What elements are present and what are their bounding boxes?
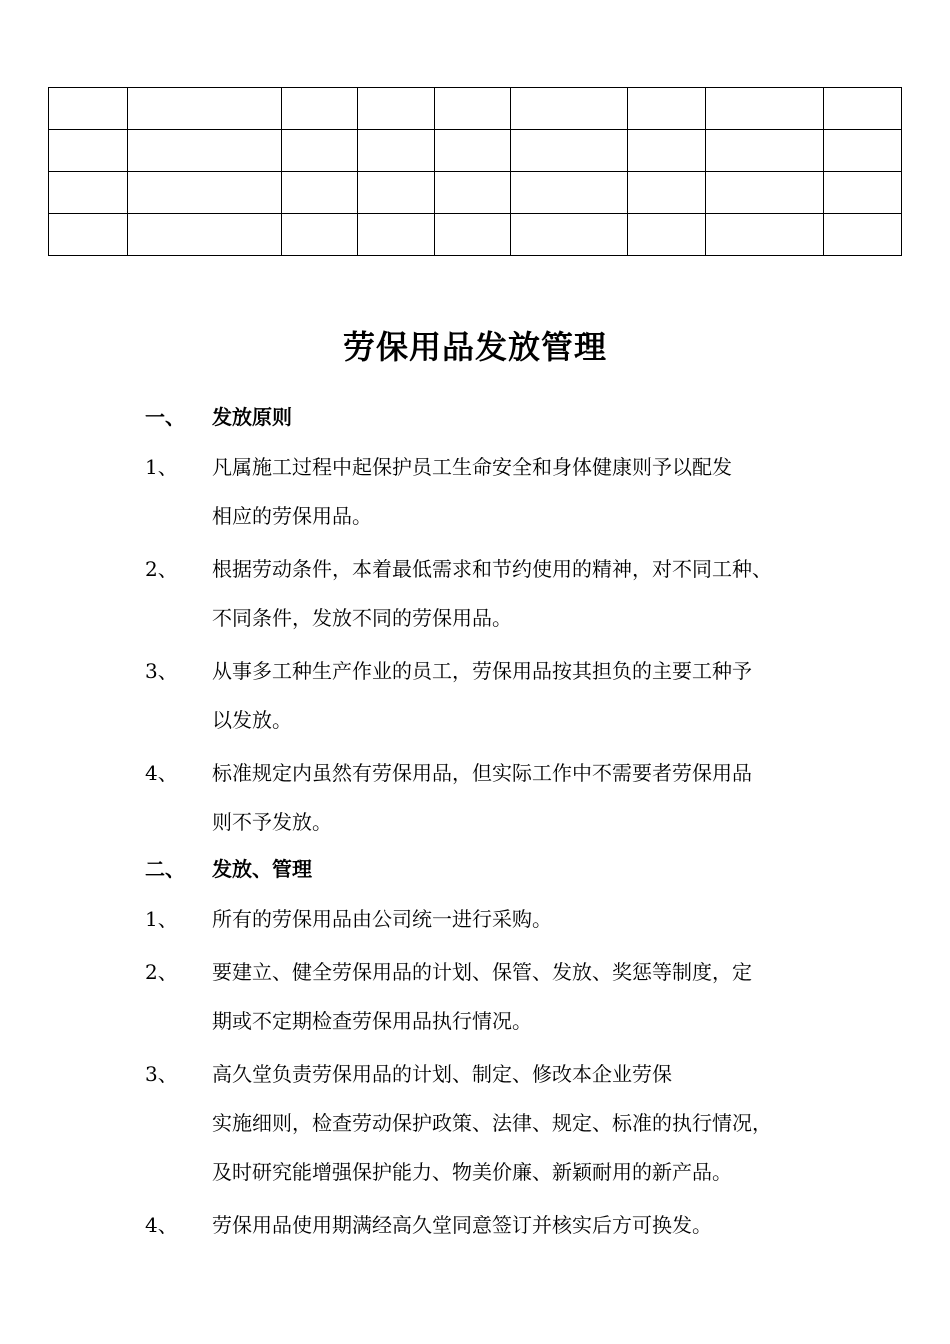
- list-item-continuation: [145, 798, 845, 847]
- table-cell: [706, 214, 824, 256]
- table-cell: [49, 214, 128, 256]
- table-cell: [128, 214, 282, 256]
- table-cell: [824, 172, 902, 214]
- table-cell: [435, 88, 511, 130]
- list-item-continuation: [145, 492, 845, 541]
- section-heading: [145, 395, 845, 439]
- item-number: 3、: [145, 659, 178, 683]
- list-item-continuation: [145, 696, 845, 745]
- table-cell: [358, 88, 435, 130]
- list-item: [145, 1050, 845, 1099]
- item-number: 4、: [145, 761, 178, 785]
- table-row: [49, 88, 902, 130]
- table-cell: [49, 130, 128, 172]
- table-cell: [128, 172, 282, 214]
- item-number: 1、: [145, 455, 178, 479]
- section-heading: [145, 847, 845, 891]
- section-title: 发放原则: [212, 405, 292, 429]
- item-number: 4、: [145, 1213, 178, 1237]
- table-cell: [358, 172, 435, 214]
- table-cell: [128, 88, 282, 130]
- item-text: 及时研究能增强保护能力、物美价廉、新颖耐用的新产品。: [212, 1160, 732, 1184]
- list-item: [145, 749, 845, 798]
- document-body: [145, 395, 845, 1250]
- item-text: 不同条件，发放不同的劳保用品。: [212, 606, 512, 630]
- table-cell: [628, 172, 706, 214]
- table-cell: [435, 130, 511, 172]
- list-item: [145, 647, 845, 696]
- item-number: 2、: [145, 960, 178, 984]
- item-text: 以发放。: [212, 708, 292, 732]
- item-number: 3、: [145, 1062, 178, 1086]
- list-item: [145, 443, 845, 492]
- item-number: 1、: [145, 907, 178, 931]
- list-item-continuation: [145, 1099, 845, 1148]
- table-cell: [511, 214, 628, 256]
- section-number: 一、: [145, 405, 185, 429]
- table-cell: [128, 130, 282, 172]
- item-text: 期或不定期检查劳保用品执行情况。: [212, 1009, 532, 1033]
- table-cell: [824, 214, 902, 256]
- table-cell: [49, 88, 128, 130]
- table-cell: [824, 88, 902, 130]
- item-text: 从事多工种生产作业的员工，劳保用品按其担负的主要工种予: [212, 659, 752, 683]
- table-cell: [511, 172, 628, 214]
- list-item: [145, 1201, 845, 1250]
- table-cell: [49, 172, 128, 214]
- item-text: 则不予发放。: [212, 810, 332, 834]
- document-title: 劳保用品发放管理: [342, 328, 607, 366]
- item-text: 相应的劳保用品。: [212, 504, 372, 528]
- section-number: 二、: [145, 857, 185, 881]
- table-cell: [282, 88, 358, 130]
- item-text: 标准规定内虽然有劳保用品，但实际工作中不需要者劳保用品: [212, 761, 752, 785]
- table-cell: [824, 130, 902, 172]
- item-text: 实施细则，检查劳动保护政策、法律、规定、标准的执行情况，: [212, 1111, 772, 1135]
- table-row: [49, 172, 902, 214]
- table-cell: [358, 214, 435, 256]
- table-cell: [435, 172, 511, 214]
- table-cell: [282, 172, 358, 214]
- table-row: [49, 130, 902, 172]
- table-cell: [628, 214, 706, 256]
- table-cell: [511, 130, 628, 172]
- table-cell: [628, 130, 706, 172]
- list-item: [145, 545, 845, 594]
- list-item-continuation: [145, 594, 845, 643]
- table-cell: [282, 214, 358, 256]
- table-cell: [282, 130, 358, 172]
- empty-table: [48, 87, 902, 256]
- table-cell: [358, 130, 435, 172]
- item-text: 高久堂负责劳保用品的计划、制定、修改本企业劳保: [212, 1062, 672, 1086]
- item-text: 劳保用品使用期满经高久堂同意签订并核实后方可换发。: [212, 1213, 712, 1237]
- item-text: 凡属施工过程中起保护员工生命安全和身体健康则予以配发: [212, 455, 732, 479]
- table-cell: [706, 88, 824, 130]
- list-item: [145, 948, 845, 997]
- table-cell: [511, 88, 628, 130]
- table-cell: [706, 130, 824, 172]
- item-text: 要建立、健全劳保用品的计划、保管、发放、奖惩等制度，定: [212, 960, 752, 984]
- item-text: 根据劳动条件，本着最低需求和节约使用的精神，对不同工种、: [212, 557, 772, 581]
- section-title: 发放、管理: [212, 857, 312, 881]
- item-text: 所有的劳保用品由公司统一进行采购。: [212, 907, 552, 931]
- table-cell: [706, 172, 824, 214]
- table-cell: [628, 88, 706, 130]
- item-number: 2、: [145, 557, 178, 581]
- table-cell: [435, 214, 511, 256]
- list-item-continuation: [145, 1148, 845, 1197]
- table-row: [49, 214, 902, 256]
- list-item: [145, 895, 845, 944]
- list-item-continuation: [145, 997, 845, 1046]
